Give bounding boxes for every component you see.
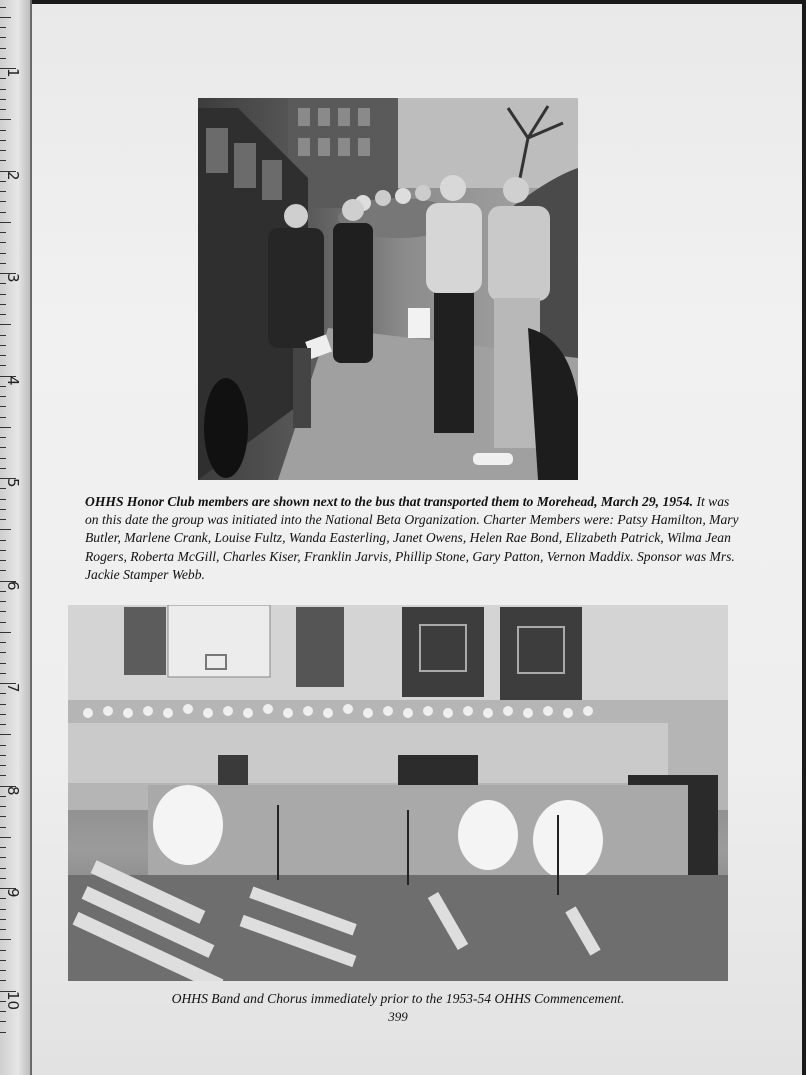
ruler-tick [0, 181, 6, 182]
ruler-tick [0, 48, 6, 49]
ruler-tick [0, 488, 6, 489]
ruler-tick [0, 734, 11, 735]
measuring-ruler [0, 0, 32, 1075]
ruler-number: 9 [4, 888, 22, 898]
book-page [32, 4, 802, 1075]
honor-club-bus-photo [198, 98, 578, 480]
ruler-number: 4 [4, 375, 22, 386]
ruler-tick [0, 160, 6, 161]
ruler-tick [0, 253, 6, 254]
ruler-tick [0, 437, 6, 438]
ruler-tick [0, 119, 11, 120]
ruler-tick [0, 1021, 6, 1022]
ruler-tick [0, 919, 6, 920]
ruler-tick [0, 693, 6, 694]
band-chorus-photo-illustration [68, 605, 728, 981]
ruler-tick [0, 816, 6, 817]
ruler-tick [0, 622, 6, 623]
ruler-number: 3 [4, 273, 22, 283]
ruler-tick [0, 765, 6, 766]
ruler-tick [0, 99, 6, 100]
ruler-tick [0, 519, 6, 520]
ruler-tick [0, 150, 6, 151]
ruler-tick [0, 878, 6, 879]
ruler-tick [0, 396, 6, 397]
ruler-tick [0, 775, 6, 776]
ruler-tick [0, 58, 6, 59]
ruler-number: 1 [4, 68, 22, 78]
ruler-tick [0, 601, 6, 602]
ruler-tick [0, 570, 6, 571]
ruler-tick [0, 909, 6, 910]
ruler-tick [0, 191, 6, 192]
ruler-tick [0, 37, 6, 38]
ruler-tick [0, 529, 11, 530]
ruler-tick [0, 898, 6, 899]
ruler-tick [0, 642, 6, 643]
ruler-tick [0, 550, 6, 551]
ruler-tick [0, 386, 6, 387]
ruler-tick [0, 929, 6, 930]
ruler-tick [0, 27, 6, 28]
ruler-tick [0, 1032, 6, 1033]
ruler-number: 7 [4, 683, 22, 693]
ruler-number: 8 [4, 785, 22, 796]
ruler-tick [0, 868, 6, 869]
ruler-tick [0, 294, 6, 295]
ruler-tick [0, 724, 6, 725]
ruler-tick [0, 427, 11, 428]
ruler-tick [0, 304, 6, 305]
ruler-tick [0, 201, 6, 202]
ruler-tick [0, 540, 6, 541]
ruler-tick [0, 652, 6, 653]
ruler-tick [0, 980, 6, 981]
ruler-tick [0, 857, 6, 858]
ruler-tick [0, 222, 11, 223]
ruler-tick [0, 591, 6, 592]
honor-club-caption-lead: OHHS Honor Club members are shown next to the bus that transported them to Morehead, March 29, 1954. [85, 494, 694, 509]
ruler-tick [0, 755, 6, 756]
ruler-tick [0, 847, 6, 848]
ruler-tick [0, 447, 6, 448]
ruler-tick [0, 837, 11, 838]
ruler-tick [0, 950, 6, 951]
ruler-number: 6 [4, 580, 22, 591]
ruler-tick [0, 89, 6, 90]
ruler-tick [0, 324, 11, 325]
ruler-tick [0, 806, 6, 807]
ruler-tick [0, 212, 6, 213]
ruler-tick [0, 263, 6, 264]
honor-club-caption [85, 493, 745, 584]
ruler-tick [0, 283, 6, 284]
ruler-tick [0, 960, 6, 961]
honor-club-caption-body: It was on this date the group was initiated into the National Beta Organization. Charter Members were: Patsy Hamilton, Mary Butler, Marlene Crank, Louise Fultz, Wanda Easterling, Janet Owens, Helen Rae Bond, Elizabeth Patrick, Wilma Jean Rogers, Roberta McGill, Charles Kiser, Franklin Jarvis, Phillip Stone, Gary Patton, Vernon Maddix. Sponsor was Mrs. Jackie Stamper Webb. [85, 494, 739, 582]
ruler-tick [0, 78, 6, 79]
ruler-number: 2 [4, 170, 22, 181]
ruler-tick [0, 355, 6, 356]
ruler-tick [0, 468, 6, 469]
band-chorus-photo [68, 605, 728, 981]
ruler-tick [0, 242, 6, 243]
ruler-tick [0, 827, 6, 828]
ruler-tick [0, 560, 6, 561]
ruler-tick [0, 796, 6, 797]
ruler-tick [0, 365, 6, 366]
ruler-tick [0, 673, 6, 674]
ruler-tick [0, 458, 6, 459]
ruler-tick [0, 232, 6, 233]
ruler-tick [0, 704, 6, 705]
ruler-tick [0, 499, 6, 500]
band-chorus-caption: OHHS Band and Chorus immediately prior to the 1953-54 OHHS Commencement. [171, 991, 625, 1006]
ruler-tick [0, 140, 6, 141]
ruler-tick [0, 314, 6, 315]
ruler-tick [0, 632, 11, 633]
ruler-tick [0, 345, 6, 346]
ruler-tick [0, 17, 11, 18]
ruler-tick [0, 7, 6, 8]
page-number: 399 [388, 1009, 408, 1024]
ruler-tick [0, 509, 6, 510]
ruler-tick [0, 109, 6, 110]
honor-club-photo-illustration [198, 98, 578, 480]
ruler-tick [0, 335, 6, 336]
ruler-number: 10 [4, 990, 22, 1010]
ruler-tick [0, 745, 6, 746]
ruler-tick [0, 1011, 6, 1012]
ruler-tick [0, 406, 6, 407]
ruler-tick [0, 417, 6, 418]
ruler-tick [0, 970, 6, 971]
ruler-tick [0, 663, 6, 664]
ruler-tick [0, 939, 11, 940]
ruler-tick [0, 714, 6, 715]
ruler-tick [0, 130, 6, 131]
ruler-tick [0, 611, 6, 612]
ruler-number: 5 [4, 478, 22, 488]
